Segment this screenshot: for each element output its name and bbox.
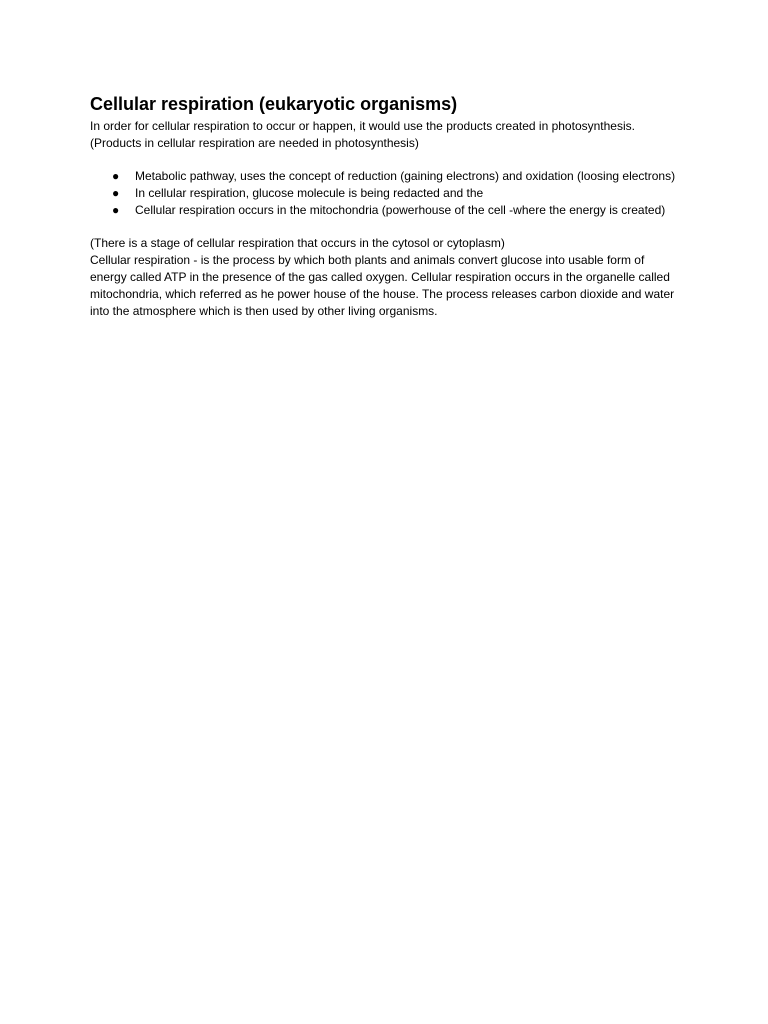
list-item [112, 185, 680, 202]
bullet-list [90, 168, 680, 219]
list-item-text: Cellular respiration occurs in the mitochondria (powerhouse of the cell -where the energy is created) [135, 203, 666, 217]
definition-paragraph: Cellular respiration - is the process by which both plants and animals convert glucose into usable form of energy called ATP in the presence of the gas called oxygen. Cellular respiration occurs in the organelle called mitochondria, which referred as he power house of the house. The process releases carbon dioxide and water into the atmosphere which is then used by other living organisms. [90, 253, 675, 318]
list-item-text: Metabolic pathway, uses the concept of reduction (gaining electrons) and oxidation (loosing electrons) [135, 169, 676, 183]
bullet-icon: ● [112, 186, 120, 200]
document-page [90, 92, 680, 320]
bullet-icon: ● [112, 169, 120, 183]
intro-line-1: In order for cellular respiration to occur or happen, it would use the products created in photosynthesis. [90, 119, 635, 133]
note-paragraph: (There is a stage of cellular respiration that occurs in the cytosol or cytoplasm) [90, 236, 505, 250]
intro-line-2: (Products in cellular respiration are needed in photosynthesis) [90, 136, 419, 150]
list-item-text: In cellular respiration, glucose molecule is being redacted and the [135, 186, 484, 200]
document-title: Cellular respiration (eukaryotic organisms) [90, 94, 458, 114]
bullet-icon: ● [112, 203, 120, 217]
list-item [112, 168, 680, 185]
list-item [112, 202, 680, 219]
